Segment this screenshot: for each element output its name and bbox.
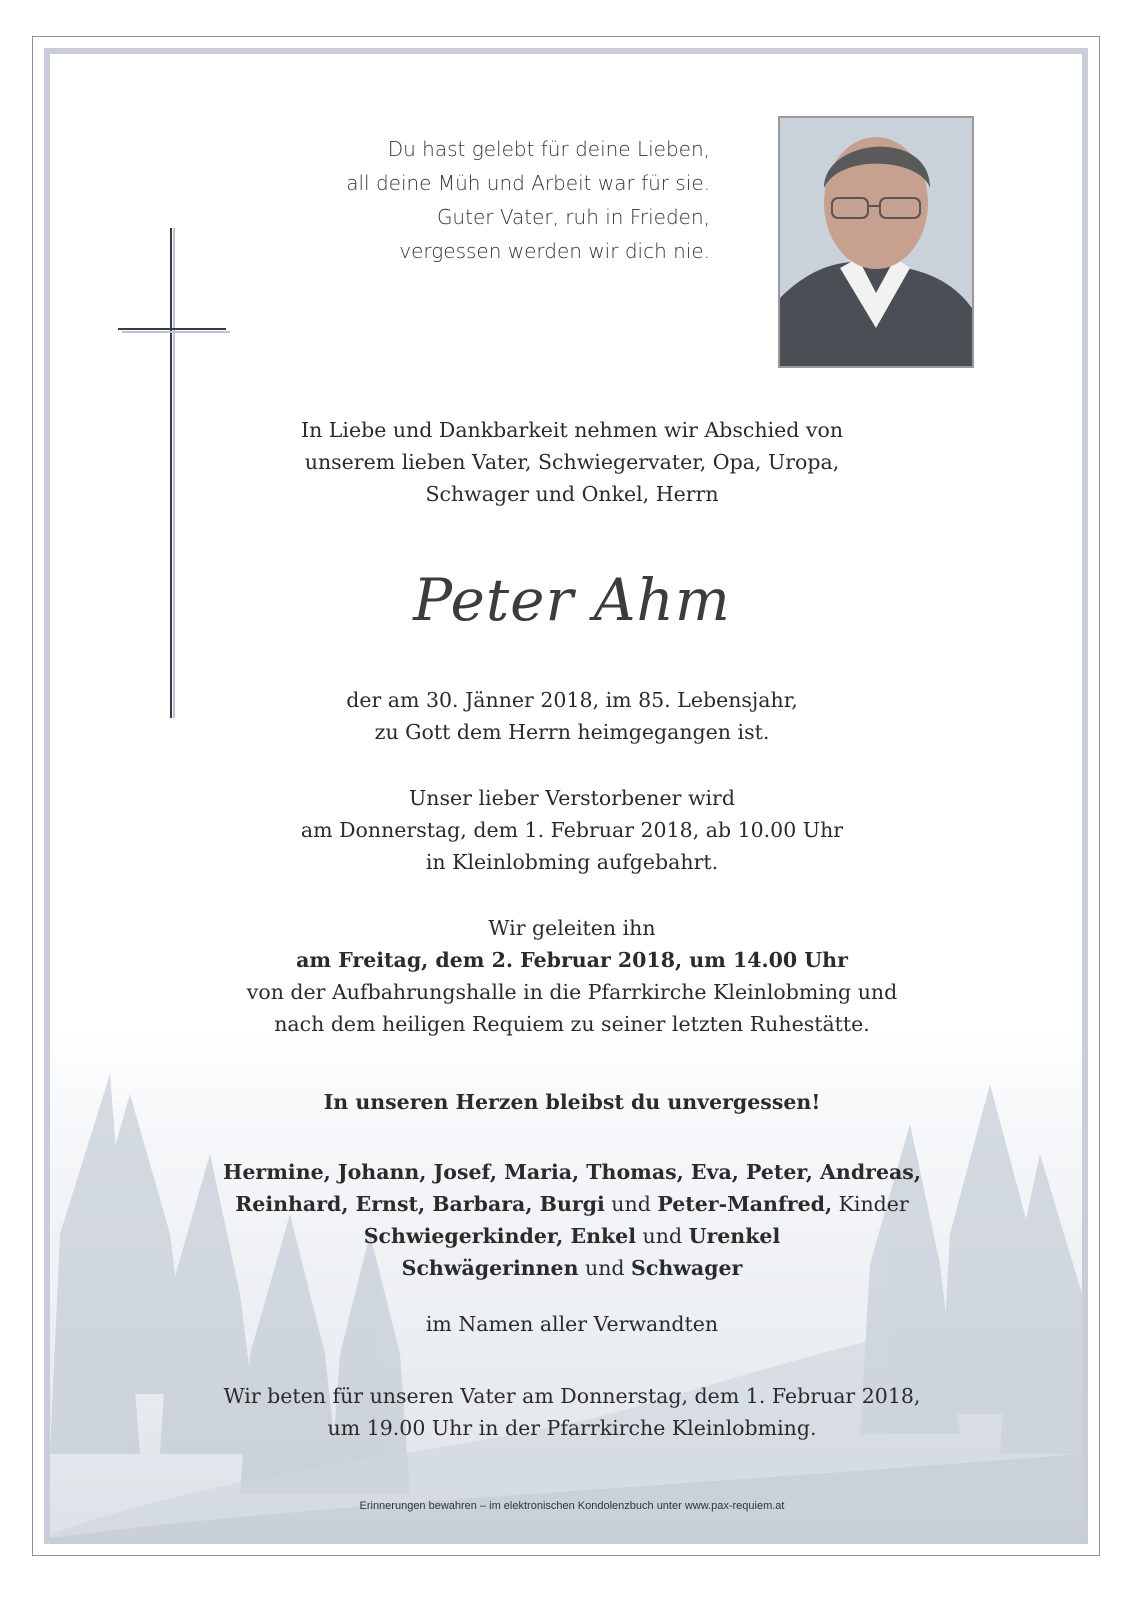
prayer-line: Wir beten für unseren Vater am Donnerstag, dem 1. Februar 2018, [223,1384,921,1408]
connector: und [636,1224,689,1248]
portrait-photo [778,116,974,368]
family-line [140,1220,1004,1252]
intro-line: Schwager und Onkel, Herrn [425,482,719,506]
funeral-line: von der Aufbahrungshalle in die Pfarrkirche Kleinlobming und [246,980,898,1004]
family-names: Reinhard, Ernst, Barbara, Burgi [235,1192,605,1216]
prayer-text [140,1380,1004,1444]
family-line [140,1252,1004,1284]
relatives-text: im Namen aller Verwandten [425,1312,719,1336]
death-line: der am 30. Jänner 2018, im 85. Lebensjahr, [346,688,798,712]
intro-text [140,414,1004,510]
family-line [140,1188,1004,1220]
funeral-line: nach dem heiligen Requiem zu seiner letzten Ruhestätte. [274,1012,870,1036]
family-names: Schwager [631,1256,743,1280]
viewing-line: in Kleinlobming aufgebahrt. [425,850,719,874]
family-list [140,1156,1004,1284]
poem-line: vergessen werden wir dich nie. [399,239,710,263]
funeral-text [140,912,1004,1040]
footer-note: Erinnerungen bewahren – im elektronischen Kondolenzbuch unter www.pax-requiem.at [359,1500,785,1512]
family-names: Schwiegerkinder, Enkel [363,1224,637,1248]
deceased-name: Peter Ahm [413,566,731,634]
poem-line: Du hast gelebt für deine Lieben, [387,137,710,161]
family-names: Schwägerinnen [401,1256,579,1280]
poem-line: Guter Vater, ruh in Frieden, [436,205,710,229]
connector: und [578,1256,632,1280]
family-line: Hermine, Johann, Josef, Maria, Thomas, Eva, Peter, Andreas, [223,1160,921,1184]
poem-line: all deine Müh und Arbeit war für sie. [346,171,710,195]
relation-label: Kinder [832,1192,909,1216]
funeral-line: Wir geleiten ihn [488,916,656,940]
intro-line: unserem lieben Vater, Schwiegervater, Opa, Uropa, [304,450,840,474]
viewing-text [140,782,1004,878]
funeral-date: am Freitag, dem 2. Februar 2018, um 14.00 Uhr [296,948,848,972]
viewing-line: am Donnerstag, dem 1. Februar 2018, ab 10.00 Uhr [300,818,844,842]
memorial-poem [300,132,710,268]
motto: In unseren Herzen bleibst du unvergessen! [323,1090,821,1114]
connector: und [604,1192,658,1216]
family-names: Peter-Manfred, [657,1192,833,1216]
viewing-line: Unser lieber Verstorbener wird [409,786,735,810]
family-names: Urenkel [688,1224,781,1248]
intro-line: In Liebe und Dankbarkeit nehmen wir Abschied von [300,418,844,442]
death-line: zu Gott dem Herrn heimgegangen ist. [374,720,770,744]
prayer-line: um 19.00 Uhr in der Pfarrkirche Kleinlobming. [327,1416,817,1440]
death-text [140,684,1004,748]
